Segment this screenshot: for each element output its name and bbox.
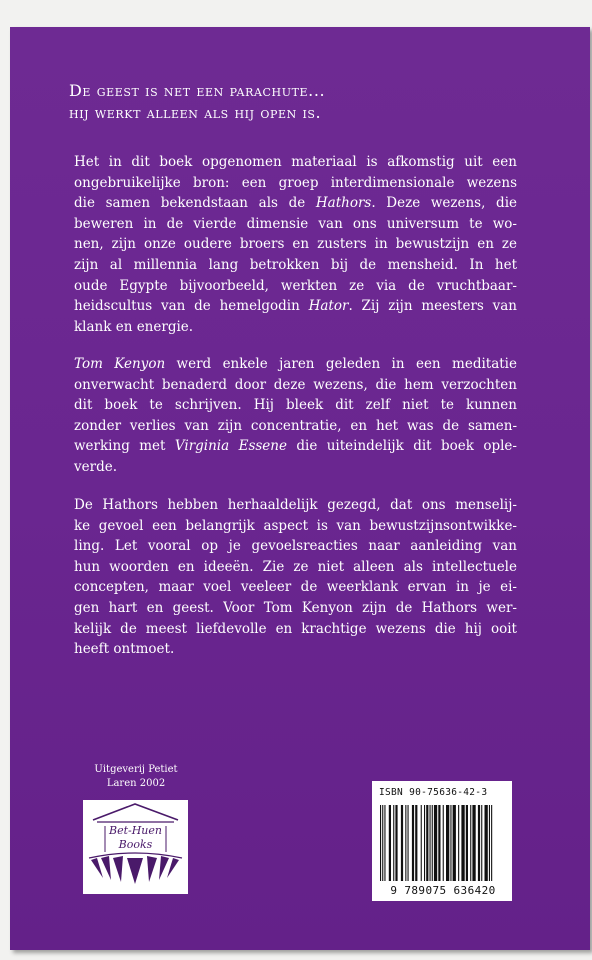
barcode-bar <box>453 805 456 881</box>
barcode-bar <box>430 805 431 881</box>
text-line: concepten, maar voel veeleer de weerklank ervan in je ei- <box>74 579 517 596</box>
isbn-barcode <box>372 781 512 901</box>
text-line <box>74 296 517 317</box>
barcode-bar <box>491 805 492 881</box>
hator-italic: Hator <box>308 298 349 315</box>
text-line: dit boek te schrijven. Hij bleek dit zelf niet te kunnen <box>74 397 517 414</box>
barcode-bar <box>380 805 381 881</box>
publisher-logo <box>83 800 188 894</box>
barcode-bar <box>434 805 437 881</box>
barcode-bar <box>412 805 414 881</box>
text-line <box>74 193 517 214</box>
barcode-bar <box>481 805 482 881</box>
text-line: ongebruikelijke bron: een groep interdimensionale wezens <box>74 174 517 191</box>
barcode-bar <box>432 805 433 881</box>
text-line <box>74 436 517 457</box>
text-run: . Deze wezens, die <box>371 195 517 212</box>
barcode-bar <box>415 805 417 881</box>
blurb-paragraph-3 <box>74 495 517 660</box>
text-run: die uiteindelijk dit boek ople- <box>286 438 517 455</box>
text-line: zonder verlies van zijn concentratie, en het was de samen- <box>74 417 517 434</box>
author-italic: Tom Kenyon <box>74 356 166 372</box>
barcode-bar <box>389 805 391 881</box>
barcode-bar <box>470 805 471 881</box>
barcode-bar <box>478 805 480 881</box>
text-run: werking met <box>74 438 175 455</box>
barcode-bar <box>458 805 459 881</box>
barcode-bars <box>378 805 506 883</box>
text-line: kelijk de meest liefdevolle en krachtige wezens die hij ooit <box>74 620 517 637</box>
barcode-bar <box>446 805 449 881</box>
barcode-bar <box>405 805 406 881</box>
text-line: beweren in de vierde dimensie van ons universum te wo- <box>74 215 517 232</box>
barcode-bar <box>489 805 490 881</box>
barcode-bar <box>408 805 409 881</box>
coauthor-italic: Virginia Essene <box>174 438 287 455</box>
barcode-bar <box>450 805 451 881</box>
barcode-bar <box>384 805 385 881</box>
text-line <box>74 354 517 375</box>
text-line: onverwacht benaderd door deze wezens, die hem verzochten <box>74 376 517 393</box>
text-line: De Hathors hebben herhaaldelijk gezegd, dat ons menselij- <box>74 497 517 513</box>
headline-line-2: hij werkt alleen als hij open is. <box>69 103 322 122</box>
text-line: Het in dit boek opgenomen materiaal is afkomstig uit een <box>74 154 517 170</box>
barcode-bar <box>395 805 397 881</box>
barcode-bar <box>485 805 488 881</box>
isbn-label: ISBN 90-75636-42-3 <box>379 787 488 798</box>
barcode-bar <box>424 805 425 881</box>
logo-word-1: Bet-Huen <box>108 824 162 837</box>
text-run: . Zij zijn meesters van <box>348 298 517 315</box>
text-line: heeft ontmoet. <box>74 641 175 658</box>
text-line: verde. <box>74 458 117 475</box>
barcode-bar <box>421 805 422 881</box>
text-run: heidscultus van de hemelgodin <box>74 298 309 315</box>
hathors-italic: Hathors <box>315 195 372 212</box>
text-run: werd enkele jaren geleden in een meditatie <box>165 356 517 372</box>
ean-number: 9 789075 636420 <box>390 884 496 897</box>
text-line: hun woorden en ideeën. Zie ze niet alleen als intellectuele <box>74 558 517 575</box>
barcode-bar <box>466 805 468 881</box>
blurb-paragraph-1 <box>74 152 517 337</box>
text-line: gen hart en geest. Voor Tom Kenyon zijn de Hathors wer- <box>74 599 517 616</box>
text-line: oude Egypte bijvoorbeeld, werkten ze via de vruchtbaar- <box>74 277 517 294</box>
publisher-name: Uitgeverij Petiet <box>94 764 178 775</box>
logo-word-2: Books <box>118 838 153 851</box>
barcode-bar <box>438 805 440 881</box>
barcode-bar <box>443 805 444 881</box>
barcode-bar <box>401 805 403 881</box>
publisher-imprint <box>86 763 186 791</box>
text-line: klank en energie. <box>74 318 194 335</box>
headline-line-1: De geest is net een parachute... <box>69 81 326 100</box>
publisher-place-year: Laren 2002 <box>106 778 166 789</box>
text-line: ke gevoel een belangrijk aspect is van bewustzijnsontwikke- <box>74 517 517 534</box>
text-line: ling. Let vooral op je gevoelsreacties naar aanleiding van <box>74 538 517 555</box>
barcode-bar <box>472 805 475 881</box>
barcode-bar <box>382 805 383 881</box>
barcode-bar <box>393 805 394 881</box>
text-run: die samen bekendstaan als de <box>74 195 316 212</box>
blurb-paragraph-2 <box>74 354 517 478</box>
text-line: nen, zijn onze oudere broers en zusters in bewustzijn en ze <box>74 236 517 253</box>
text-line: zijn al millennia lang betrokken bij de mensheid. In het <box>74 256 517 273</box>
cover-headline <box>69 80 539 124</box>
barcode-bar <box>426 805 428 881</box>
barcode-bar <box>461 805 464 881</box>
